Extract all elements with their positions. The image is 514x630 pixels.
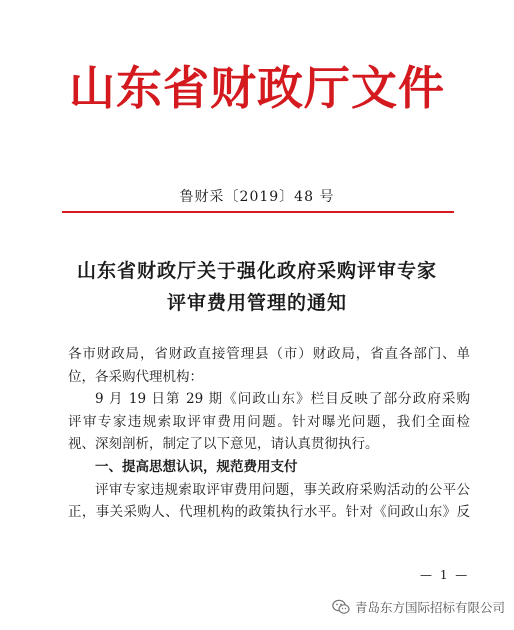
paragraph-1-line-3: 视、深刻剖析，制定了以下意见，请认真贯彻执行。 [68, 436, 379, 453]
document-title-line-2: 评审费用管理的通知 [166, 292, 347, 314]
document-title [0, 255, 514, 319]
document-title-line-1: 山东省财政厅关于强化政府采购评审专家 [76, 260, 437, 282]
addressee-line-2: 位，各采购代理机构： [68, 368, 203, 385]
addressee-line-1: 各市财政局，省财政直接管理县（市）财政局，省直各部门、单 [68, 346, 470, 362]
paragraph-2-line-2: 正，事关采购人、代理机构的政策执行水平。针对《问政山东》反 [68, 504, 470, 521]
watermark-text: 青岛东方国际招标有限公司 [355, 600, 506, 615]
paragraph-2-line-1: 评审专家违规索取评审费用问题，事关政府采购活动的公平公 [95, 481, 470, 498]
document-header-title: 山东省财政厅文件 [69, 61, 445, 115]
header-divider [62, 211, 454, 213]
section-1-heading: 一、提高思想认识，规范费用支付 [95, 458, 298, 475]
page-number: — 1 — [420, 568, 470, 582]
paragraph-1-line-1: 9 月 19 日第 29 期《问政山东》栏目反映了部分政府采购 [95, 391, 470, 408]
document-body [68, 343, 470, 524]
document-number: 鲁财采〔2019〕48 号 [179, 189, 335, 205]
wechat-icon [332, 599, 350, 615]
paragraph-1-line-2: 评审专家违规索取评审费用问题。针对曝光问题，我们全面检 [68, 413, 470, 430]
watermark [332, 598, 505, 616]
